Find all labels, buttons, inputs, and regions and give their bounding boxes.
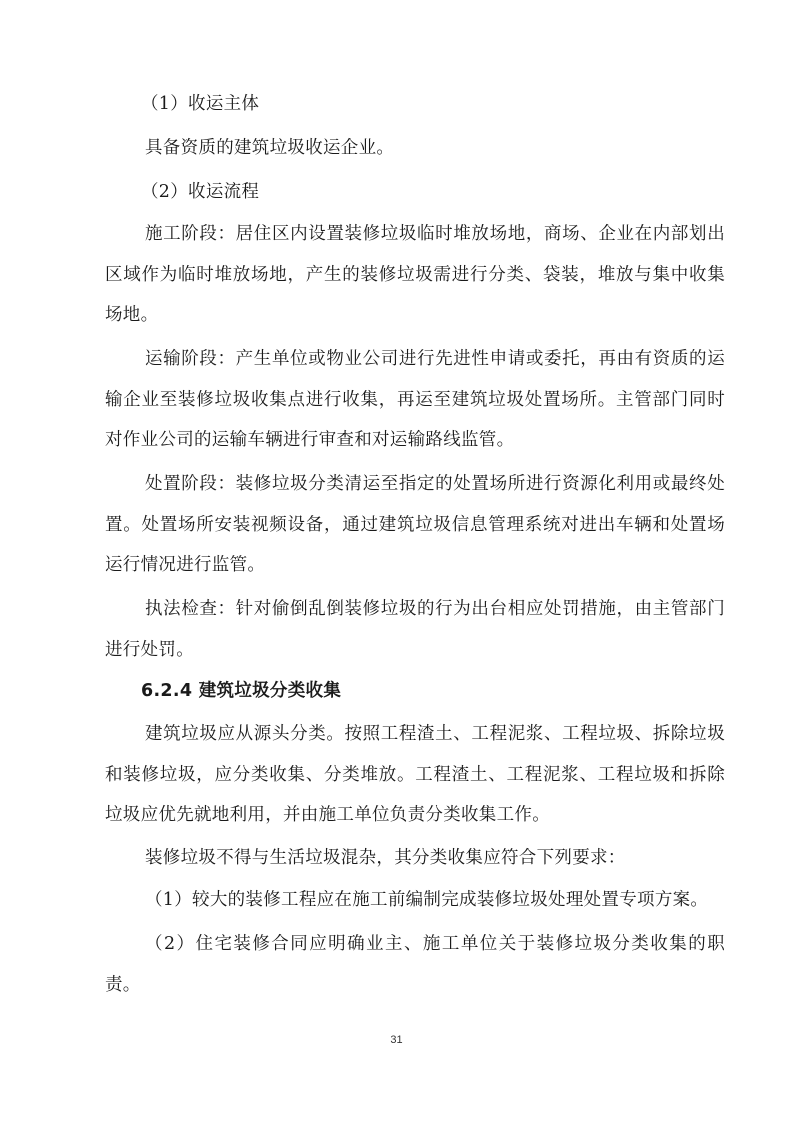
paragraph-classification-intro: 建筑垃圾应从源头分类。按照工程渣土、工程泥浆、工程垃圾、拆除垃圾和装修垃圾，应分类收集、分类堆放。工程渣土、工程泥浆、工程垃圾和拆除垃圾应优先就地利用，并由施工单位负责分类收集工作。	[105, 724, 725, 825]
page-number: 31	[390, 1034, 403, 1046]
paragraph-transport-stage: 运输阶段：产生单位或物业公司进行先进性申请或委托，再由有资质的运输企业至装修垃圾收集点进行收集，再运至建筑垃圾处置场所。主管部门同时对作业公司的运输车辆进行审查和对运输路线监管。	[105, 349, 725, 450]
list-item-requirement-1: （1）较大的装修工程应在施工前编制完成装修垃圾处理处置专项方案。	[145, 890, 709, 910]
list-item-requirement-2: （2）住宅装修合同应明确业主、施工单位关于装修垃圾分类收集的职责。	[105, 934, 725, 995]
section-heading: 6.2.4 建筑垃圾分类收集	[141, 681, 342, 701]
paragraph-disposal-stage: 处置阶段：装修垃圾分类清运至指定的处置场所进行资源化利用或最终处置。处置场所安装视频设备，通过建筑垃圾信息管理系统对进出车辆和处置场运行情况进行监管。	[105, 474, 725, 575]
paragraph-construction-stage: 施工阶段：居住区内设置装修垃圾临时堆放场地，商场、企业在内部划出区域作为临时堆放场地，产生的装修垃圾需进行分类、袋装，堆放与集中收集场地。	[105, 224, 725, 325]
subsection-title-collection-subject: （1）收运主体	[141, 94, 260, 114]
paragraph-enforcement: 执法检查：针对偷倒乱倒装修垃圾的行为出台相应处罚措施，由主管部门进行处罚。	[105, 599, 725, 660]
subsection-title-collection-process: （2）收运流程	[141, 182, 260, 202]
paragraph-collection-subject: 具备资质的建筑垃圾收运企业。	[145, 138, 395, 158]
paragraph-requirement-lead: 装修垃圾不得与生活垃圾混杂，其分类收集应符合下列要求：	[145, 848, 626, 868]
